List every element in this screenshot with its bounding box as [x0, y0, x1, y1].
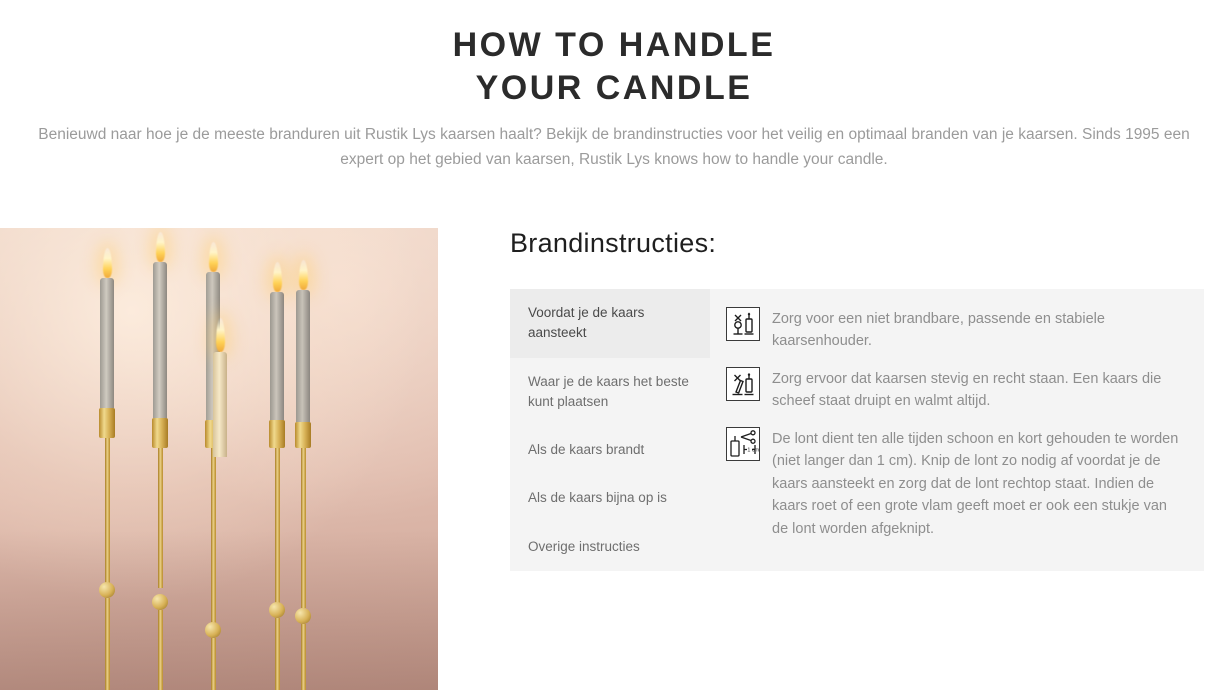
flame-icon: [299, 260, 308, 290]
trim-wick-1cm-icon: [726, 427, 760, 461]
candle-stable-holder-icon: [726, 307, 760, 341]
holder-rod: [275, 448, 280, 603]
instruction-text: Zorg voor een niet brandbare, passende en stabiele kaarsenhouder.: [772, 311, 1105, 350]
tab-als-de-kaars-bijna-op-is[interactable]: Als de kaars bijna op is: [510, 474, 710, 522]
instruction-item: [726, 367, 1182, 413]
instruction-text: Zorg ervoor dat kaarsen stevig en recht staan. Een kaars die scheef staat druipt en walmt altijd.: [772, 370, 1162, 410]
section-title: Brandinstructies:: [510, 228, 717, 258]
candle-body: [270, 292, 284, 420]
candle-holder: [99, 408, 115, 438]
instruction-item: [726, 307, 1182, 353]
candle-body: [100, 278, 114, 408]
candle-holder: [269, 420, 285, 448]
holder-rod-lower: [301, 624, 306, 690]
pictogram-label: 1 cm: [747, 447, 759, 454]
candle-upright-icon: [726, 367, 760, 401]
tab-waar-je-de-kaars-het-beste-kunt-plaatsen[interactable]: Waar je de kaars het beste kunt plaatsen: [510, 358, 710, 427]
tab-voordat-je-de-kaars-aansteekt[interactable]: Voordat je de kaars aansteekt: [510, 289, 710, 358]
candle-body: [213, 352, 227, 457]
page-subtitle: Benieuwd naar hoe je de meeste branduren uit Rustik Lys kaarsen haalt? Bekijk de brandinstructies voor het veilig en optimaal branden van je kaarsen. Sinds 1995 een expert op het gebied van kaarsen, Rustik Lys knows how to handle your candle.: [38, 126, 1190, 168]
page-title: [0, 0, 1228, 109]
instructions-column: [510, 228, 1204, 571]
holder-rod: [301, 448, 306, 608]
photo-shadow: [0, 530, 438, 690]
page-title-line-2: YOUR CANDLE: [475, 68, 753, 107]
holder-ball: [99, 582, 115, 598]
instructions-panel: [510, 289, 1204, 571]
holder-rod-lower: [211, 638, 216, 690]
flame-icon: [103, 248, 112, 278]
holder-rod: [158, 448, 163, 588]
holder-ball: [295, 608, 311, 624]
holder-rod-lower: [275, 618, 280, 690]
flame-icon: [156, 232, 165, 262]
candle-photo: [0, 228, 438, 690]
instruction-tab-panel: [710, 289, 1204, 571]
instruction-item: [726, 427, 1182, 540]
content-area: [0, 228, 1228, 690]
candle-holder: [295, 422, 311, 448]
instruction-text: De lont dient ten alle tijden schoon en kort gehouden te worden (niet langer dan 1 cm). Knip de lont zo nodig af voordat je de kaars aansteekt en zorg dat de lont rechtop staat. Indien de kaars roet of een grote vlam geeft moet er ook een stukje van de lont worden afgeknipt.: [772, 430, 1179, 537]
holder-ball: [152, 594, 168, 610]
candle-body: [153, 262, 167, 418]
flame-icon: [216, 318, 225, 352]
candle-holder: [152, 418, 168, 448]
holder-ball: [205, 622, 221, 638]
holder-rod-lower: [105, 598, 110, 690]
candle-body: [296, 290, 310, 422]
flame-icon: [209, 242, 218, 272]
page-title-line-1: HOW TO HANDLE: [452, 26, 776, 64]
flame-icon: [273, 262, 282, 292]
holder-ball: [269, 602, 285, 618]
holder-rod: [105, 438, 110, 583]
instruction-tab-list: [510, 289, 710, 571]
holder-rod-lower: [158, 610, 163, 690]
tab-als-de-kaars-brandt[interactable]: Als de kaars brandt: [510, 426, 710, 474]
holder-rod: [211, 448, 216, 623]
tab-overige-instructies[interactable]: Overige instructies: [510, 523, 710, 571]
